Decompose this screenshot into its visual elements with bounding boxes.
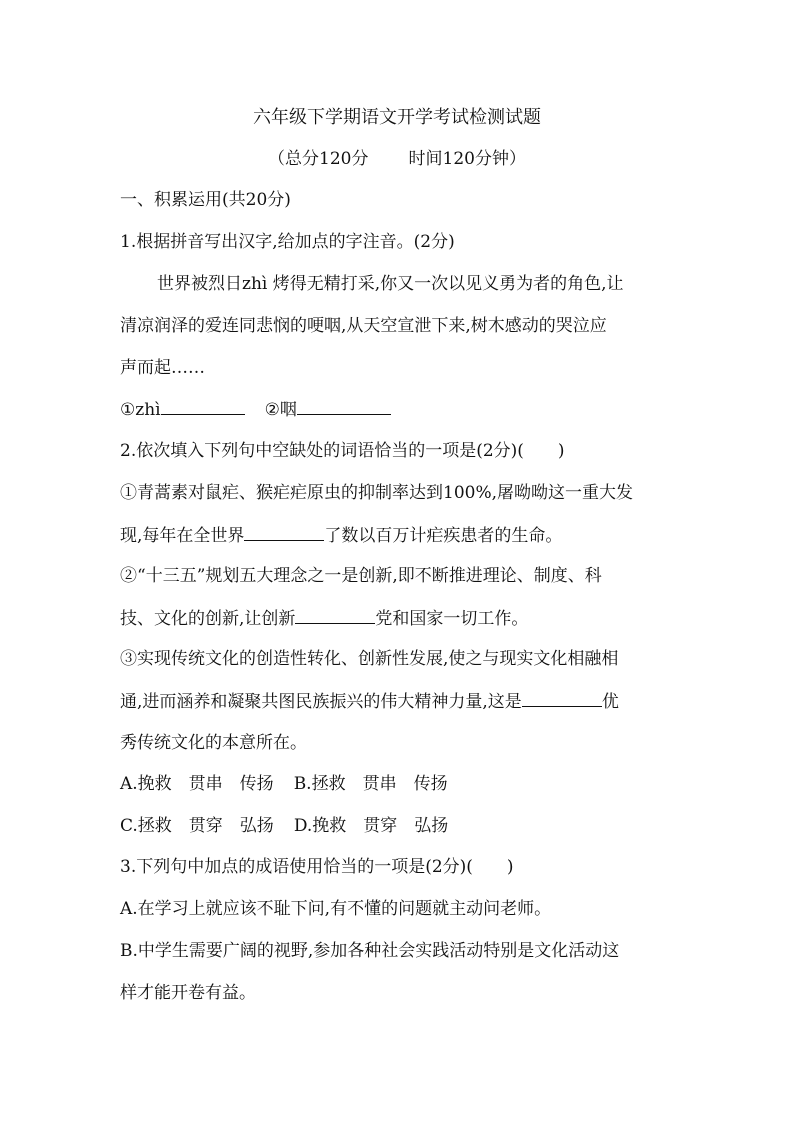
question-1-stem: 1.根据拼音写出汉字,给加点的字注音。(2分): [120, 232, 455, 252]
option-a[interactable]: A.挽救 贯串 传扬: [120, 774, 274, 794]
answer-2-label: ②咽: [264, 400, 297, 420]
text-segment: 通,进而涵养和凝聚共图民族振兴的伟大精神力量,这是: [120, 692, 522, 712]
question-2-stem: 2.依次填入下列句中空缺处的词语恰当的一项是(2分)( ): [120, 441, 565, 461]
text-segment: 技、文化的创新,让创新: [120, 609, 296, 629]
q3-option-a[interactable]: A.在学习上就应该不耻下问,有不懂的问题就主动问老师。: [120, 899, 552, 919]
q1-passage-line: 世界被烈日zhì 烤得无精打采,你又一次以见义勇为者的角色,让: [157, 274, 624, 294]
q3-option-b[interactable]: B.中学生需要广阔的视野,参加各种社会实践活动特别是文化活动这: [120, 941, 620, 961]
q2-sentence-2: ②“十三五”规划五大理念之一是创新,即不断推进理论、制度、科: [120, 566, 602, 586]
q2-sentence-1-cont: [120, 523, 562, 548]
q2-options-row-1: [120, 772, 448, 796]
fill-blank[interactable]: [244, 523, 324, 541]
time-limit: 时间120分钟）: [408, 149, 526, 169]
q1-passage-line: 清凉润泽的爱连同悲悯的哽咽,从天空宣泄下来,树木感动的哭泣应: [120, 316, 607, 336]
answer-1-blank[interactable]: [161, 397, 245, 415]
q2-sentence-3-cont: [120, 689, 619, 714]
exam-info: [0, 147, 794, 171]
q2-sentence-3-end: 秀传统文化的本意所在。: [120, 733, 307, 753]
text-segment: 优: [601, 692, 619, 712]
q3-option-b-cont: 样才能开卷有益。: [120, 983, 256, 1003]
answer-1-label: ①zhì: [120, 400, 161, 420]
page-title: 六年级下学期语文开学考试检测试题: [253, 107, 541, 128]
question-3-stem: 3.下列句中加点的成语使用恰当的一项是(2分)( ): [120, 857, 514, 877]
q2-options-row-2: [120, 814, 448, 838]
q1-answers: [120, 397, 391, 422]
option-d[interactable]: D.挽救 贯穿 弘扬: [293, 816, 449, 836]
fill-blank[interactable]: [522, 689, 602, 707]
answer-2-blank[interactable]: [297, 397, 391, 415]
text-segment: 了数以百万计疟疾患者的生命。: [324, 526, 563, 546]
q2-sentence-1: ①青蒿素对鼠疟、猴疟疟原虫的抑制率达到100%,屠呦呦这一重大发: [120, 483, 634, 503]
q2-sentence-3: ③实现传统文化的创造性转化、创新性发展,使之与现实文化相融相: [120, 649, 619, 669]
q1-passage-line: 声而起……: [120, 358, 205, 378]
total-score: （总分120分: [268, 149, 369, 169]
option-b[interactable]: B.拯救 贯串 传扬: [293, 774, 448, 794]
fill-blank[interactable]: [295, 606, 375, 624]
option-c[interactable]: C.拯救 贯穿 弘扬: [120, 816, 274, 836]
text-segment: 党和国家一切工作。: [375, 609, 529, 629]
section-heading: 一、积累运用(共20分): [120, 190, 291, 210]
q2-sentence-2-cont: [120, 606, 528, 631]
text-segment: 现,每年在全世界: [120, 526, 245, 546]
